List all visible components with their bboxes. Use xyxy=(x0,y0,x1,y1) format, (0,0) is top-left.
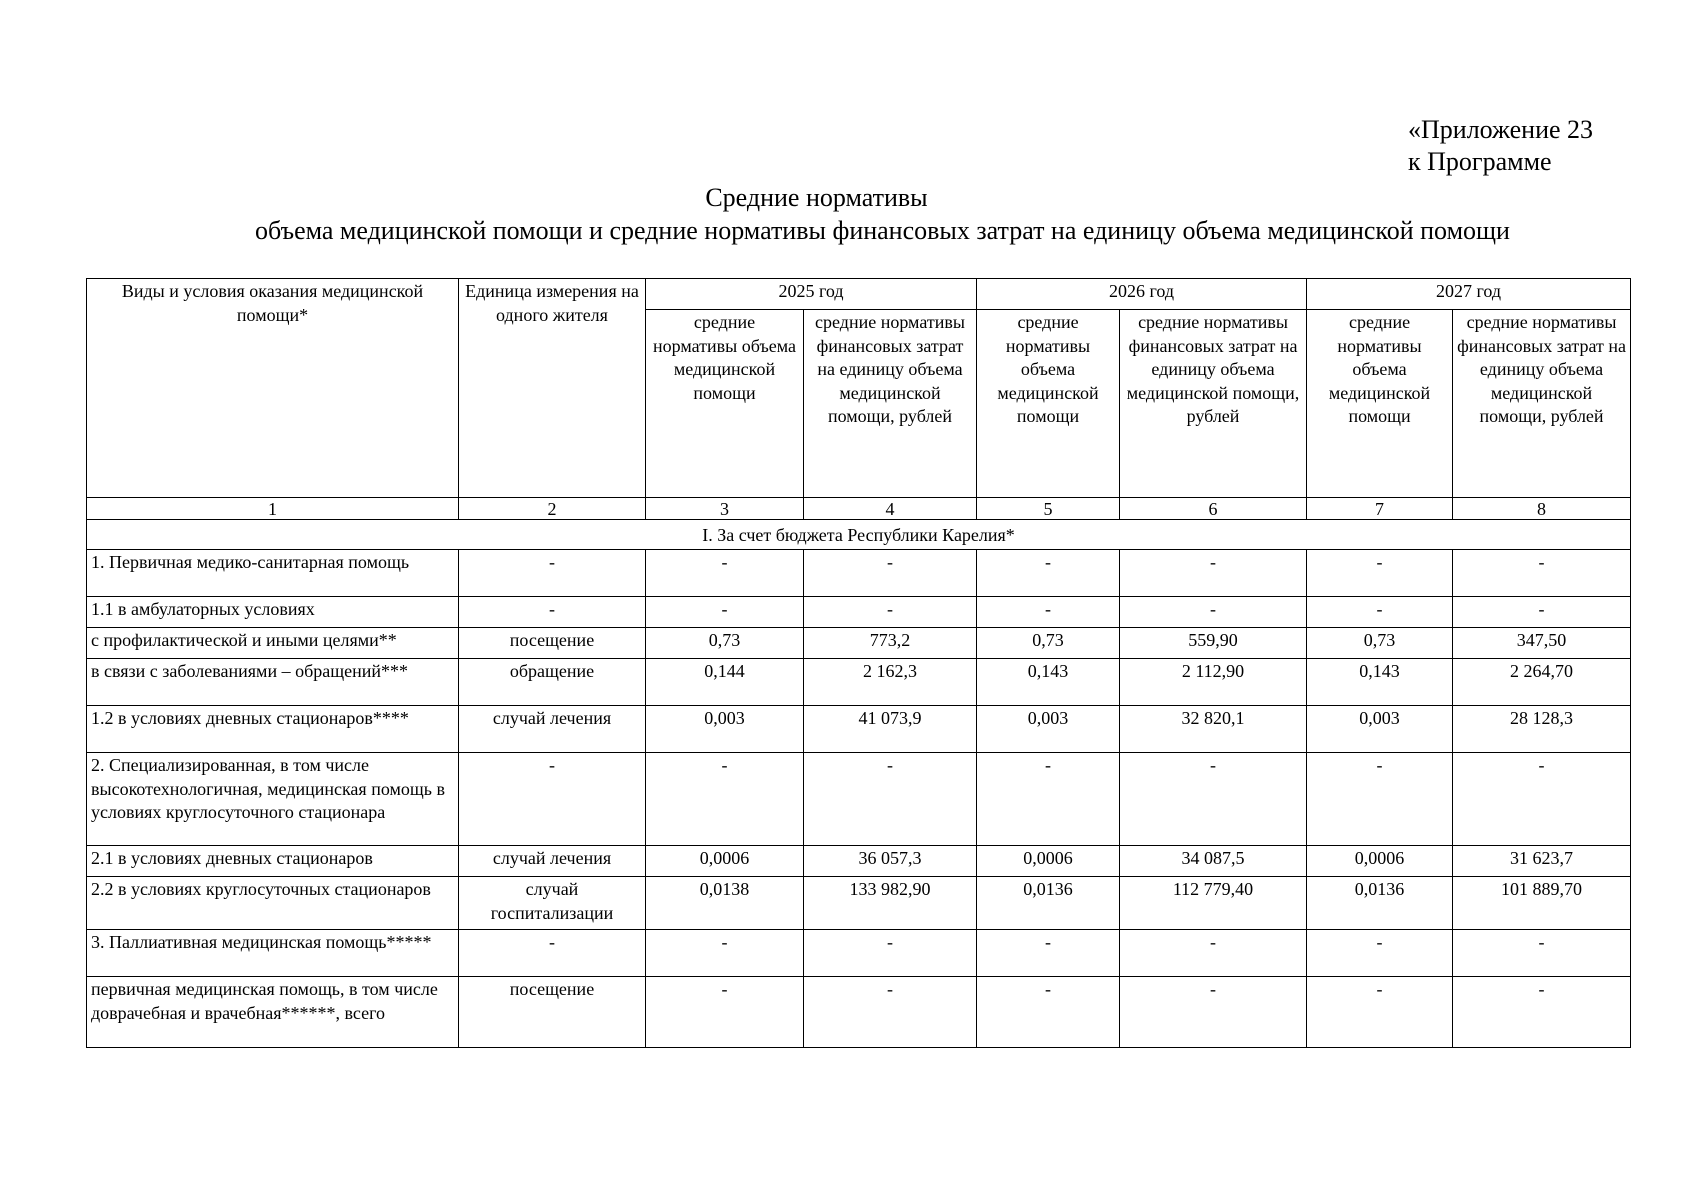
volume-2026: - xyxy=(977,753,1120,846)
header-cost-2025: средние нормативы финансовых затрат на единицу объема медицинской помощи, рублей xyxy=(804,310,977,498)
row-name: 2. Специализированная, в том числе высокотехнологичная, медицинская помощь в условиях круглосуточного стационара xyxy=(87,753,459,846)
volume-2027: - xyxy=(1307,550,1453,597)
cost-2026: 112 779,40 xyxy=(1120,877,1307,930)
header-year-2026: 2026 год xyxy=(977,279,1307,310)
cost-2026: - xyxy=(1120,753,1307,846)
volume-2025: 0,003 xyxy=(646,706,804,753)
cost-2027: - xyxy=(1453,753,1631,846)
volume-2026: - xyxy=(977,550,1120,597)
volume-2025: - xyxy=(646,930,804,977)
row-unit: случай лечения xyxy=(459,846,646,877)
table-row xyxy=(87,877,1631,930)
table-row xyxy=(87,930,1631,977)
column-number: 3 xyxy=(646,498,804,520)
cost-2027: 2 264,70 xyxy=(1453,659,1631,706)
row-unit: обращение xyxy=(459,659,646,706)
row-name: 1.2 в условиях дневных стационаров**** xyxy=(87,706,459,753)
row-unit: случай госпитализации xyxy=(459,877,646,930)
header-cost-2026: средние нормативы финансовых затрат на единицу объема медицинской помощи, рублей xyxy=(1120,310,1307,498)
column-number: 1 xyxy=(87,498,459,520)
volume-2027: 0,73 xyxy=(1307,628,1453,659)
cost-2026: 559,90 xyxy=(1120,628,1307,659)
header-volume-2027: средние нормативы объема медицинской помощи xyxy=(1307,310,1453,498)
row-name: первичная медицинская помощь, в том числе доврачебная и врачебная******, всего xyxy=(87,977,459,1048)
document-subtitle: объема медицинской помощи и средние нормативы финансовых затрат на единицу объема медицинской помощи xyxy=(255,216,1510,245)
volume-2025: - xyxy=(646,550,804,597)
document-title: Средние нормативы xyxy=(705,183,928,212)
volume-2027: - xyxy=(1307,977,1453,1048)
cost-2027: 101 889,70 xyxy=(1453,877,1631,930)
cost-2025: 41 073,9 xyxy=(804,706,977,753)
table-row xyxy=(87,846,1631,877)
volume-2026: 0,003 xyxy=(977,706,1120,753)
volume-2025: - xyxy=(646,753,804,846)
volume-2025: 0,0138 xyxy=(646,877,804,930)
header-year-2027: 2027 год xyxy=(1307,279,1631,310)
row-name: 1.1 в амбулаторных условиях xyxy=(87,597,459,628)
cost-2026: - xyxy=(1120,930,1307,977)
norms-table xyxy=(86,278,1631,1048)
row-unit: - xyxy=(459,550,646,597)
header-unit: Единица измерения на одного жителя xyxy=(459,279,646,498)
table-row xyxy=(87,597,1631,628)
header-volume-2025: средние нормативы объема медицинской помощи xyxy=(646,310,804,498)
cost-2025: - xyxy=(804,550,977,597)
volume-2025: 0,0006 xyxy=(646,846,804,877)
volume-2025: - xyxy=(646,977,804,1048)
table-row xyxy=(87,977,1631,1048)
volume-2026: 0,0136 xyxy=(977,877,1120,930)
column-number: 6 xyxy=(1120,498,1307,520)
table-row xyxy=(87,550,1631,597)
row-name: 1. Первичная медико-санитарная помощь xyxy=(87,550,459,597)
volume-2027: - xyxy=(1307,753,1453,846)
cost-2027: 28 128,3 xyxy=(1453,706,1631,753)
row-unit: посещение xyxy=(459,977,646,1048)
volume-2027: - xyxy=(1307,597,1453,628)
volume-2027: 0,0006 xyxy=(1307,846,1453,877)
table-row xyxy=(87,659,1631,706)
table-row xyxy=(87,628,1631,659)
volume-2025: 0,73 xyxy=(646,628,804,659)
cost-2026: - xyxy=(1120,597,1307,628)
appendix-line-2: к Программе xyxy=(1408,147,1552,176)
volume-2026: - xyxy=(977,977,1120,1048)
column-number: 7 xyxy=(1307,498,1453,520)
volume-2027: - xyxy=(1307,930,1453,977)
cost-2027: 31 623,7 xyxy=(1453,846,1631,877)
row-name: 3. Паллиативная медицинская помощь***** xyxy=(87,930,459,977)
cost-2025: 133 982,90 xyxy=(804,877,977,930)
row-name: 2.1 в условиях дневных стационаров xyxy=(87,846,459,877)
cost-2025: - xyxy=(804,597,977,628)
appendix-note xyxy=(1408,114,1593,178)
table-row xyxy=(87,753,1631,846)
cost-2025: - xyxy=(804,753,977,846)
cost-2027: - xyxy=(1453,550,1631,597)
cost-2025: - xyxy=(804,930,977,977)
cost-2026: 2 112,90 xyxy=(1120,659,1307,706)
volume-2026: 0,0006 xyxy=(977,846,1120,877)
volume-2026: 0,73 xyxy=(977,628,1120,659)
cost-2027: - xyxy=(1453,977,1631,1048)
cost-2026: - xyxy=(1120,550,1307,597)
cost-2025: 2 162,3 xyxy=(804,659,977,706)
volume-2026: 0,143 xyxy=(977,659,1120,706)
row-unit: - xyxy=(459,753,646,846)
cost-2026: 32 820,1 xyxy=(1120,706,1307,753)
row-unit: посещение xyxy=(459,628,646,659)
row-name: 2.2 в условиях круглосуточных стационаров xyxy=(87,877,459,930)
section-heading: I. За счет бюджета Республики Карелия* xyxy=(87,520,1631,550)
header-type: Виды и условия оказания медицинской помощи* xyxy=(87,279,459,498)
column-number: 2 xyxy=(459,498,646,520)
cost-2026: 34 087,5 xyxy=(1120,846,1307,877)
row-name: с профилактической и иными целями** xyxy=(87,628,459,659)
table-row xyxy=(87,706,1631,753)
cost-2025: 773,2 xyxy=(804,628,977,659)
header-volume-2026: средние нормативы объема медицинской помощи xyxy=(977,310,1120,498)
row-name: в связи с заболеваниями – обращений*** xyxy=(87,659,459,706)
header-cost-2027: средние нормативы финансовых затрат на единицу объема медицинской помощи, рублей xyxy=(1453,310,1631,498)
header-year-2025: 2025 год xyxy=(646,279,977,310)
cost-2026: - xyxy=(1120,977,1307,1048)
cost-2027: - xyxy=(1453,930,1631,977)
row-unit: случай лечения xyxy=(459,706,646,753)
cost-2027: 347,50 xyxy=(1453,628,1631,659)
row-unit: - xyxy=(459,930,646,977)
volume-2027: 0,143 xyxy=(1307,659,1453,706)
cost-2025: - xyxy=(804,977,977,1048)
volume-2026: - xyxy=(977,597,1120,628)
volume-2027: 0,003 xyxy=(1307,706,1453,753)
column-number: 8 xyxy=(1453,498,1631,520)
column-number: 5 xyxy=(977,498,1120,520)
volume-2025: - xyxy=(646,597,804,628)
volume-2025: 0,144 xyxy=(646,659,804,706)
cost-2027: - xyxy=(1453,597,1631,628)
appendix-line-1: «Приложение 23 xyxy=(1408,115,1594,144)
row-unit: - xyxy=(459,597,646,628)
volume-2027: 0,0136 xyxy=(1307,877,1453,930)
volume-2026: - xyxy=(977,930,1120,977)
column-number: 4 xyxy=(804,498,977,520)
cost-2025: 36 057,3 xyxy=(804,846,977,877)
